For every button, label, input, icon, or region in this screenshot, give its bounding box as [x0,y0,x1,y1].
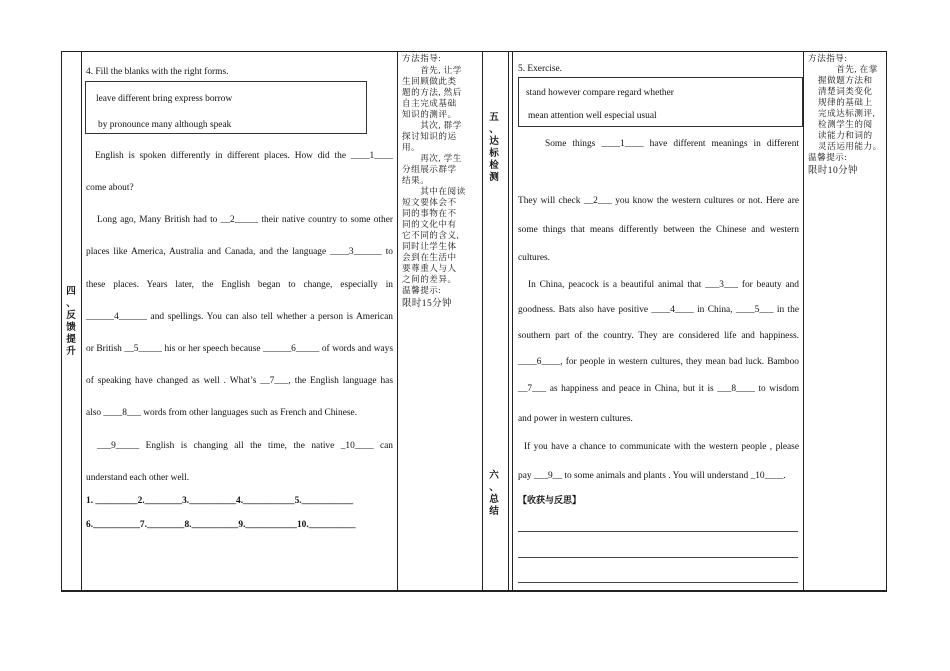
reflection-line-3 [518,582,798,583]
method-left-line: 它不同的含义, [402,230,460,240]
method-left-line: 同的文化中有 [402,219,457,229]
method-right-line: 清楚词类变化 [818,86,873,96]
section5-passage-line-2: They will check __2___ you know the western cultures or not. Here are [518,196,799,206]
method-left-line: 其中在阅读 [402,186,466,196]
section4-passage-line-6: ______4______ and spellings. You can also tell whether a person is American [86,312,393,322]
method-left-line: 其次, 群学 [402,120,462,130]
section5-passage-line-6: goodness. Bats also have positive ____4____ in China, ____5___ in the [518,305,799,315]
section6-label: 六 、 总 结 [489,470,499,517]
section5-word-row-1: stand however compare regard whether [526,88,674,98]
method-right-line: 温馨提示: [808,152,848,162]
section4-instruction: 4. Fill the blanks with the right forms. [86,67,229,77]
reflection-line-1 [518,531,798,532]
section4-answers-row-2: 6.__________7.________8.__________9.___________10.__________ [86,520,356,530]
method-left-line: 知识的测评。 [402,109,457,119]
section5-passage-line-7: southern part of the country. They are considered life and happiness. [518,331,799,341]
section6-harvest-heading: 【收获与反思】 [518,496,582,506]
method-left-line: 温馨提示: [402,285,442,295]
section4-passage-line-8: of speaking have changed as well . What’s __7___, the English language has [86,376,393,386]
method-left-line: 自主完成基础 [402,98,457,108]
section4-passage-line-4: places like America, Australia and Canada, and the language ____3______ to [86,247,393,257]
section4-passage-line-2: come about? [86,183,134,193]
section4-label: 四 、 反 馈 提 升 [66,286,76,357]
section5-passage-line-5: In China, peacock is a beautiful animal that ___3___ for beauty and [528,280,799,290]
section5-passage-line-8: ____6____, for people in western cultures, they mean bad luck. Bamboo [518,357,799,367]
table-left-border [61,51,62,592]
method-right-line: 首先, 在掌 [818,64,878,74]
method-left-line: 用。 [402,142,421,152]
section5-passage-line-10: and power in western cultures. [518,414,633,424]
method-left-line: 分组展示群学 [402,164,457,174]
col-divider-1 [81,51,82,592]
col-divider-3 [482,51,483,592]
method-left-line: 会到在生活中 [402,252,457,262]
method-right-time-limit: 限时10分钟 [808,166,858,176]
section5-passage-line-11: If you have a chance to communicate with the western people , please [524,442,799,452]
section5-passage-line-9: __7___ as happiness and peace in China, but it is ___8____ to wisdom [518,384,799,394]
section5-instruction: 5. Exercise. [518,64,562,74]
method-left-line: 之间的差异。 [402,274,457,284]
method-left-time-limit: 限时15分钟 [402,299,452,309]
table-right-border [886,51,887,592]
col-divider-4 [508,51,509,592]
section5-word-row-2: mean attention well especial usual [528,111,657,121]
method-left-line: 首先, 让学 [402,65,462,75]
reflection-line-2 [518,557,798,558]
method-left-line: 短文要体会不 [402,197,457,207]
method-right-line: 方法指导: [808,53,848,63]
section4-answers-row-1: 1. _________2.________3.__________4.___________5.___________ [86,496,354,506]
method-right-line: 检测学生的阅 [818,119,873,129]
section5-passage-line-4: cultures. [518,253,551,263]
method-left-line: 同时让学生体 [402,241,457,251]
section4-passage-line-3: Long ago, Many British had to __2_____ their native country to some other [97,215,393,225]
col-divider-5 [512,51,513,592]
section5-passage-line-12: pay ___9__ to some animals and plants . You will understand _10____. [518,471,786,481]
col-divider-2 [397,51,398,592]
method-left-line: 探讨知识的运 [402,131,457,141]
method-left-line: 生回顾做此类 [402,76,457,86]
table-bottom-border [61,590,887,592]
method-right-line: 完成达标测评, [818,108,876,118]
method-right-line: 灵活运用能力。 [818,141,882,151]
method-left-line: 再次, 学生 [402,153,462,163]
section5-passage-line-1: Some things ____1____ have different meanings in different [545,139,799,149]
method-left-line: 结果。 [402,175,430,185]
method-left-line: 要尊重人与人 [402,263,457,273]
method-right-line: 握做题方法和 [818,75,873,85]
method-right-line: 规律的基础上 [818,97,873,107]
method-right-line: 读能力和词的 [818,130,873,140]
section4-passage-line-11: understand each other well. [86,473,190,483]
section4-word-row-2: by pronounce many although speak [98,120,232,130]
section4-passage-line-10: ___9_____ English is changing all the time, the native _10____ can [97,441,393,451]
section4-passage-line-1: English is spoken differently in different places. How did the ____1____ [95,151,393,161]
section4-passage-line-5: these places. Years later, the English began to change, especially in [86,280,393,290]
method-left-line: 题的方法, 然后 [402,87,462,97]
col-divider-6 [803,51,804,592]
method-left-line: 同的事物在不 [402,208,457,218]
section5-passage-line-3: some things that means differently between the Chinese and western [518,225,799,235]
section5-label: 五 、 达 标 检 测 [489,112,499,183]
section4-passage-line-7: or British __5_____ his or her speech because ______6_____ of words and ways [86,344,393,354]
method-left-line: 方法指导: [402,53,442,63]
table-top-border [61,51,887,52]
section4-word-row-1: leave different bring express borrow [96,94,233,104]
section4-passage-line-9: also ____8___ words from other languages such as French and Chinese. [86,408,358,418]
